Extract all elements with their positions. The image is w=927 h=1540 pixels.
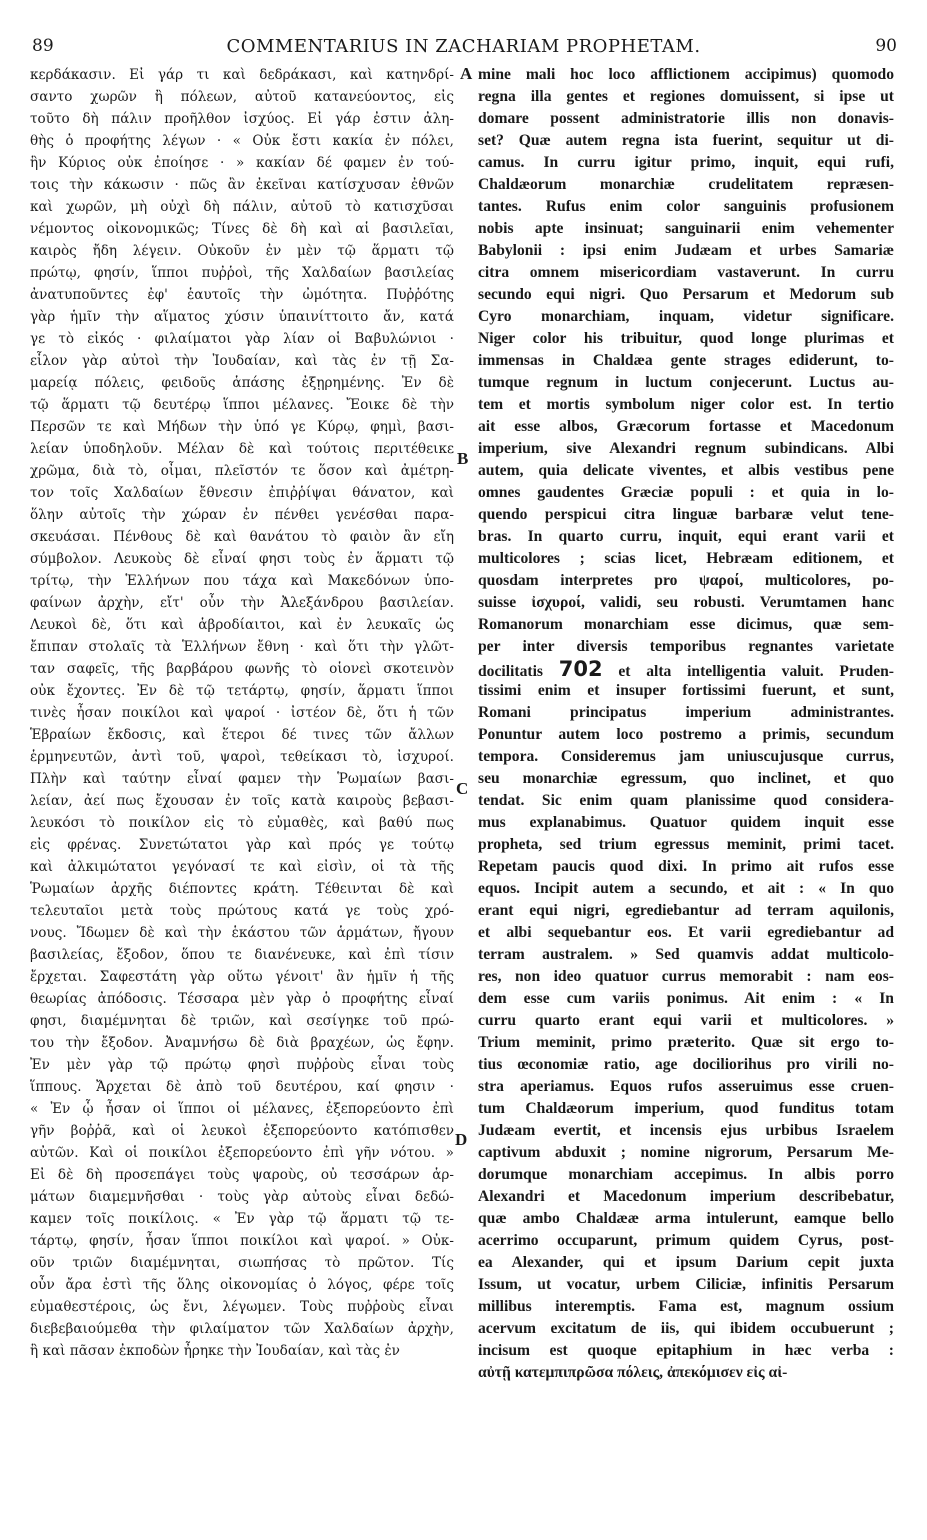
latin-text-line: docilitatis 702 et alta intelligentia valuit. Pruden- (478, 658, 894, 680)
latin-text-line: omnes gaudentes Græciæ populi : et quia in lo- (478, 484, 894, 501)
greek-text-line: ὅλην αὐτοῖς τὴν χώραν ἐν πένθει γενέσθαι παρα- (30, 507, 454, 523)
greek-text-line: ἔπιπαν στολαῖς τὰ Ἑλλήνων ἔθνη · καὶ ὅτι τὴν γλῶτ- (30, 639, 454, 655)
latin-text-line: Babylonii : ipsi enim Judæam et urbes Samariæ (478, 242, 894, 259)
greek-text-line: τινὲς ἦσαν ποικίλοι καὶ ψαροί · ἰστέον δὲ, ὅτι ἡ τῶν (30, 705, 454, 721)
greek-text-line: οῦν τριῶν διαμέμνηται, σιωπήσας τὸ πρῶτον. Τίς (30, 1255, 454, 1271)
greek-text-line: λευκόσι τὸ ποικίλον εἰς τὸ εὐμαθὲς, καὶ βαθύ πως (30, 815, 454, 831)
latin-text-line: immensas in Chaldæa gente strages ediderunt, to- (478, 352, 894, 369)
greek-text-line: καὶ ἀλκιμώτατοι γεγόνασί τε καὶ εἰσὶν, οἱ τὰ τῆς (30, 859, 454, 875)
column-number-702: 702 (558, 658, 603, 680)
greek-text-line: σύμβολον. Λευκοὺς δὲ εἶναί φησι τοὺς ἐν ἅρματι τῷ (30, 551, 454, 567)
latin-text-line: Romani principatus imperium administrantes. (478, 704, 894, 721)
latin-text-line: Trium meminit, primo præterito. Quæ sit ergo to- (478, 1034, 894, 1051)
latin-text-line: acervum excitatum de iis, qui ibidem occubuerunt ; (478, 1320, 894, 1337)
latin-text-line: Judæam evertit, et incensis ejus urbibus Israelem (478, 1122, 894, 1139)
section-marker-d: D (455, 1130, 468, 1149)
greek-text-line: Πλὴν καὶ ταύτην εἶναί φαμεν τὴν Ῥωμαίων βασι- (30, 771, 454, 787)
latin-text-line: millibus interemptis. Fama est, magnum ossium (478, 1298, 894, 1315)
latin-text-line: curru quarto erant equi varii et multicolores. » (478, 1012, 894, 1029)
latin-text-line: per inter diversis temporibus regnantes varietate (478, 638, 894, 655)
greek-text-line: Ῥωμαίων ἀρχῆς διέποντες κράτη. Τέθεινται δὲ καὶ (30, 881, 454, 897)
page-number-right: 90 (875, 36, 897, 56)
greek-text-line: ἣ καὶ πᾶσαν ἐκποδὼν ἦρηκε τὴν Ἰουδαίαν, καὶ τὰς ἐν (30, 1343, 400, 1359)
greek-text-line: καὶ χωρῶν, μὴ οὐχὶ δὴ πάλιν, αὐτοῦ τὸ κατισχῦσαι (30, 199, 454, 215)
greek-text-line: ἑρμηνευτῶν, ἀντὶ τοῦ, ψαροὶ, τεθείκασι τὸ, ἰσχυροί. (30, 749, 454, 765)
greek-text-line: τοις τὴν κάκωσιν · πῶς ἂν ἐκεῖναι κατίσχυσαν ἐθνῶν (30, 177, 454, 193)
greek-text-line: θεωρίας ἀπόδοσις. Τέσσαρα μὲν γὰρ ὁ προφήτης εἶναί (30, 991, 454, 1007)
greek-text-line: τάρτῳ, φησίν, ἦσαν ἵπποι ποικίλοι καὶ ψαροί. » Οὐκ- (30, 1233, 454, 1249)
greek-text-line: φησι, διαμέμνηται δὲ τριῶν, καὶ σεσίγηκε τοῦ πρώ- (30, 1013, 454, 1029)
greek-text-line: χρῶμα, διὰ τὸ, οἶμαι, πλεῖστόν τε ὅσον καὶ ἀμέτρη- (30, 463, 454, 479)
latin-text-line: et albi sequebantur eos. Et varii egrediebantur ad (478, 924, 894, 941)
greek-text-line: οὖν ἄρα ἐστὶ τῆς ὅλης οἰκονομίας ὁ λόγος, φέρε τοῖς (30, 1277, 454, 1293)
latin-text-line: quosdam interpretes pro ψαροί, multicolores, po- (478, 572, 894, 589)
greek-text-line: « Ἐν ᾧ ἦσαν οἱ ἵπποι οἱ μέλανες, ἐξεπορεύοντο ἐπὶ (30, 1101, 454, 1117)
greek-column (30, 64, 454, 1362)
latin-text-line: tum Chaldæorum imperium, quod funditus totam (478, 1100, 894, 1117)
greek-text-line: ἀνατυποῦντες ἐφ' ἑαυτοῖς τὴν ὠμότητα. Πυῤῥότης (30, 287, 454, 303)
greek-text-line: οὐκ ἔχοντες. Ἐν δὲ τῷ τετάρτῳ, φησίν, ἅρματι ἵπποι (30, 683, 454, 699)
greek-text-line: τελευταῖοι μετὰ τοὺς πρώτους κατά γε τοὺς χρό- (30, 903, 454, 919)
latin-text-line: Issum, ut vocatur, urbem Ciliciæ, infinitis Persarum (478, 1276, 894, 1293)
latin-text-line: tendat. Sic enim quam planissime quod considera- (478, 792, 894, 809)
greek-text-line: γε τὸ εἰκός · φιλαίματοι γὰρ λίαν οἱ Βαβυλώνιοι · (30, 331, 454, 347)
greek-text-line: ἵππους. Ἄρχεται δὲ ἀπὸ τοῦ δευτέρου, καί φησιν · (30, 1079, 454, 1095)
section-marker-c: C (456, 779, 469, 798)
greek-text-line: καιρὸς ἤδη λέγειν. Οὐκοῦν ἐν μὲν τῷ ἅρματι τῷ (30, 243, 454, 259)
greek-text-line: θὴς ὁ προφήτης λέγων · « Οὐκ ἔστι κακία ἐν πόλει, (30, 133, 454, 149)
greek-text-line: Εἰ δὲ δὴ προσεπάγει τοὺς ψαροὺς, οὐ τεσσάρων ἁρ- (30, 1167, 454, 1183)
latin-text-line: Alexandri et Macedonum imperium describebatur, (478, 1188, 894, 1205)
greek-text-line: σκευάσαι. Πένθους δὲ καὶ θανάτου τὸ φαιὸν ἂν εἴη (30, 529, 454, 545)
latin-text-line: seu monarchiæ egressum, quo inclinet, et quo (478, 770, 894, 787)
latin-text-line: αὐτῇ κατεμπιπρῶσα πόλεις, ἀπεκόμισεν εἰς αἰ- (478, 1364, 788, 1381)
greek-text-line: αὐτῶν. Καὶ οἱ ποικίλοι ἐξεπορεύοντο ἐπὶ γῆν νότου. » (30, 1145, 454, 1161)
latin-text-line: imperium, sive Alexandri regnum subindicans. Albi (478, 440, 894, 457)
latin-text-line: Ponuntur autem loco postremo a primis, secundum (478, 726, 894, 743)
greek-text-line: πρώτῳ, φησίν, ἵπποι πυῤῥοὶ, τῆς Χαλδαίων βασιλείας (30, 265, 454, 281)
greek-text-line: τον τοῖς Χαλδαίων ἔθνεσιν ἐπιῤῥίψαι θάνατον, καὶ (30, 485, 454, 501)
greek-text-line: ἣν Κύριος οὐκ ἐποίησε · » κακίαν δέ φαμεν ἐν τού- (30, 155, 454, 171)
latin-text-line: suisse ἰσχυροί, validi, seu robusti. Verumtamen hanc (478, 594, 894, 611)
latin-text-line: terram australem. » Sed quamvis addat multicolo- (478, 946, 894, 963)
latin-text-line: dorumque monarchiam accepimus. In albis porro (478, 1166, 894, 1183)
latin-text-line: Cyro monarchiam, inquam, videtur significare. (478, 308, 894, 325)
greek-text-line: Λευκοὶ δὲ, ὅτι καὶ ἁβροδίαιτοι, καὶ ἐν λευκαῖς ὡς (30, 617, 454, 633)
latin-text-line: incisum est quoque epitaphium in hæc verba : (478, 1342, 894, 1359)
greek-text-line: λείαν, ἀεί πως ἔχουσαν ἐν τοῖς κατὰ καιροὺς βεβασι- (30, 793, 454, 809)
latin-text-line: regna illa gentes et regiones domuissent, si ipse ut (478, 88, 894, 105)
section-marker-a: A (460, 64, 473, 83)
greek-text-line: εἷλον γὰρ αὐτοὶ τὴν Ἰουδαίαν, καὶ τὰς ἐν τῇ Σα- (30, 353, 454, 369)
greek-text-line: λείαν ὑποδηλοῦν. Μέλαν δὲ καὶ τούτοις περιτέθεικε (30, 441, 454, 457)
latin-text-line: domare possent administratorie illis non donavis- (478, 110, 894, 127)
latin-text-line: quæ ambo Chaldææ arma intulerunt, eamque bello (478, 1210, 894, 1227)
greek-text-line: νους. Ἴδωμεν δὲ καὶ τὴν ἑκάστου τῶν ἁρμάτων, ἤγουν (30, 925, 454, 941)
greek-text-line: γῆν βοῤῥᾶ, καὶ οἱ λευκοὶ ἐξεπορεύοντο κατόπισθεν (30, 1123, 454, 1139)
greek-text-line: βασιλείας, ἔξοδον, ὅπου τε διανένευκε, καὶ ἐπὶ τίσιν (30, 947, 454, 963)
greek-text-line: μάτων διαμεμνῆσθαι · τοὺς γὰρ αὐτοὺς εἶναι δεδώ- (30, 1189, 454, 1205)
latin-text-line: mine mali hoc loco afflictionem accipimus) quomodo (478, 66, 894, 83)
latin-text-line: secundo equi nigri. Quo Persarum et Medorum sub (478, 286, 894, 303)
greek-text-line: τοῦτο δὴ πάλιν προῆλθον ἰσχύος. Εἰ γάρ ἐστιν ἀλη- (30, 111, 454, 127)
latin-text-line: Chaldæorum monarchiæ crudelitatem repræsen- (478, 176, 894, 193)
latin-text-line: propheta, sed trium egressus meminit, primi tacet. (478, 836, 894, 853)
greek-text-line: τρίτῳ, τὴν Ἑλλήνων που τάχα καὶ Μακεδόνων ὑπο- (30, 573, 454, 589)
greek-text-line: ἔρχεται. Σαφεστάτη γὰρ οὕτω γένοιτ' ἂν ἡμῖν ἡ τῆς (30, 969, 454, 985)
latin-text-line: tempora. Consideremus jam uniuscujusque currus, (478, 748, 894, 765)
latin-text-line: tius œconomiæ ratio, age dociliorihus pro virili no- (478, 1056, 894, 1073)
latin-text-line: nobis apte insinuat; sanguinarii enim vehementer (478, 220, 894, 237)
latin-text-line: citra omnem misericordiam vastaverunt. In curru (478, 264, 894, 281)
running-title: COMMENTARIUS IN ZACHARIAM PROPHETAM. (226, 36, 701, 57)
latin-text-line: erant equi nigri, egrediebantur ad terram aquilonis, (478, 902, 894, 919)
latin-text-line: acerrimo occuparunt, primum quidem Cyrus, post- (478, 1232, 894, 1249)
greek-text-line: μαρείᾳ πόλεις, φειδοῦς ἁπάσης ἐξῃρημένης. Ἐν δὲ (30, 375, 454, 391)
greek-text-line: γὰρ ἡμῖν τὴν αἵματος χύσιν ὑπαινίττοιτο ἄν, κατά (30, 309, 454, 325)
latin-text-line: autem, quia delicate viventes, et albis vestibus pene (478, 462, 894, 479)
latin-text-line: tumque regnum in luctum conjecerunt. Luctus au- (478, 374, 894, 391)
greek-text-line: καμεν τοῖς ποικίλοις. « Ἐν γὰρ τῷ ἅρματι τῷ τε- (30, 1211, 454, 1227)
greek-text-line: τῷ ἅρματι τῷ δευτέρῳ ἵπποι μέλανες. Ἔοικε δὲ τὴν (30, 397, 454, 413)
greek-text-line: Ἑβραίων ἔκδοσις, καὶ ἕτεροι δέ τινες τῶν ἄλλων (30, 727, 454, 743)
latin-text-line: bras. In quarto curru, inquit, equi erant varii et (478, 528, 894, 545)
latin-text-line: set? Quæ autem regna ista fuerint, sequitur ut di- (478, 132, 894, 149)
latin-text-line: tantes. Rufus enim color sanguinis profusionem (478, 198, 894, 215)
greek-text-line: εἰς φρένας. Συνετώτατοι γὰρ καὶ πρός γε τούτῳ (30, 837, 454, 853)
running-header (0, 0, 927, 60)
latin-column (478, 64, 894, 1384)
latin-text-line: tissimi enim et insuper fortissimi fuerunt, et sunt, (478, 682, 894, 699)
latin-text-line: multicolores ; scias licet, Hebræam editionem, et (478, 550, 894, 567)
greek-text-line: φαίνων ἀρχὴν, εἴτ' οὖν τὴν Ἀλεξάνδρου βασιλείαν. (30, 595, 454, 611)
latin-text-line: quendo perspicui citra linguæ barbaræ velut tene- (478, 506, 894, 523)
latin-text-line: Romanorum monarchiam esse dicimus, quæ sem- (478, 616, 894, 633)
latin-text-line: ait esse albos, Græcorum fortasse et Macedonum (478, 418, 894, 435)
latin-text-line: equos. Incipit autem a secundo, et ait : « In quo (478, 880, 894, 897)
greek-text-line: νέμοντος οἰκονομικῶς; Τίνες δὲ δὴ καὶ αἱ βασιλεῖαι, (30, 221, 454, 237)
page-number-left: 89 (32, 36, 54, 56)
greek-text-line: κερδάκασιν. Εἰ γάρ τι καὶ δεδράκασι, καὶ κατηνδρί- (30, 67, 454, 83)
latin-text-line: captivum abduxit ; nomine nigrorum, Persarum Me- (478, 1144, 894, 1161)
section-marker-b: B (457, 449, 469, 468)
greek-text-line: εὐμαθεστέροις, ὡς ἔνι, λέγωμεν. Τοὺς πυῤῥοὺς εἶναι (30, 1299, 454, 1315)
latin-text-line: res, non ideo quatuor currus memorabit : nam eos- (478, 968, 894, 985)
latin-text-line: tem et mortis symbolum niger color est. In tertio (478, 396, 894, 413)
greek-text-line: του τὴν ἔξοδον. Ἀναμνήσω δὲ διὰ βραχέων, ὡς ἔφην. (30, 1035, 454, 1051)
latin-text-line: stra aperiamus. Equos rufos asseruimus esse cruen- (478, 1078, 894, 1095)
latin-text-line: ea Alexander, qui et ipsum Darium cepit juxta (478, 1254, 894, 1271)
greek-text-line: διεβεβαιούμεθα τὴν φιλαίματον τῶν Χαλδαίων ἀρχὴν, (30, 1321, 454, 1337)
latin-text-line: Repetam paucis quod dixi. In primo ait rufos esse (478, 858, 894, 875)
greek-text-line: Περσῶν τε καὶ Μήδων τὴν ὑπό γε Κύρῳ, φημὶ, βασι- (30, 419, 454, 435)
greek-text-line: σαντο χωρῶν ἢ πόλεων, αὐτοῦ κατανεύοντος, εἰς (30, 89, 454, 105)
latin-text-line: mus explanabimus. Quatuor quidem inquit esse (478, 814, 894, 831)
greek-text-line: Ἐν μὲν γὰρ τῷ πρώτῳ φησὶ πυῤῥοὺς εἶναι τοὺς (30, 1057, 454, 1073)
latin-text-line: Niger color his tribuitur, quod longe plurimas et (478, 330, 894, 347)
greek-text-line: ταν σαφεῖς, τῆς βαρβάρου φωνῆς τὸ οἱονεὶ σκοτεινὸν (30, 661, 454, 677)
latin-text-line: camus. In curru igitur primo, inquit, equi rufi, (478, 154, 894, 171)
latin-text-line: dem esse cum variis ponimus. Ait enim : « In (478, 990, 894, 1007)
